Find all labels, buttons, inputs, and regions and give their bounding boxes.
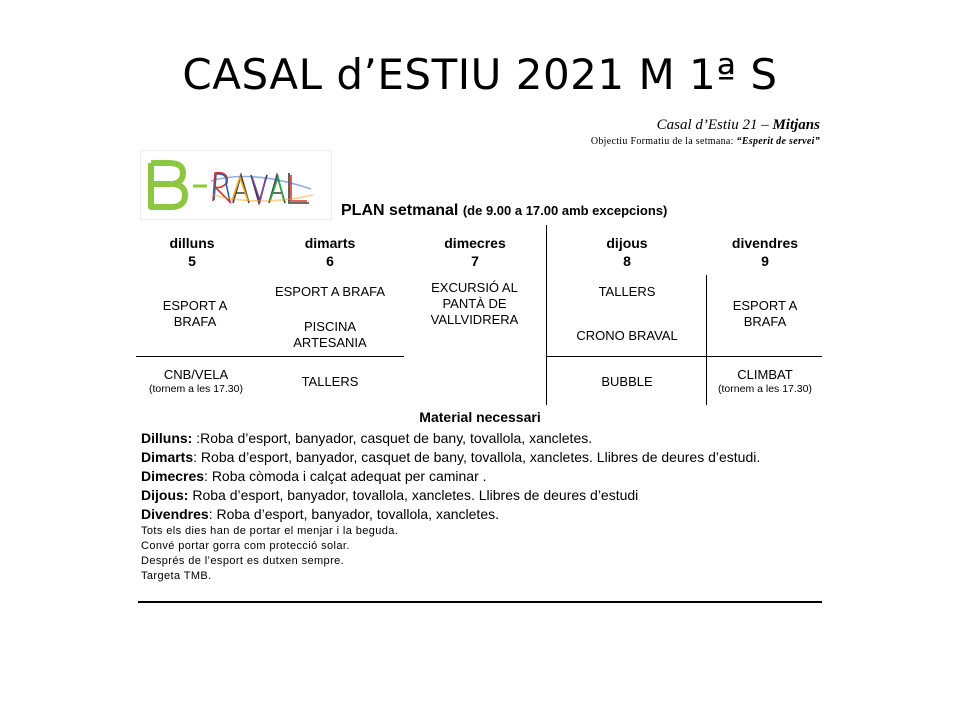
- general-note: Convé portar gorra com protecció solar.: [141, 540, 350, 552]
- grid-divider: [136, 356, 404, 357]
- grid-divider: [546, 225, 547, 405]
- activity-fri-afternoon: [706, 367, 824, 395]
- bottom-rule: [138, 601, 822, 603]
- activity-thu-morning-1: TALLERS: [598, 284, 656, 299]
- grid-divider: [546, 356, 822, 357]
- activity-tue-morning-2: PISCINA ARTESANIA: [293, 319, 367, 350]
- slide-title: CASAL d’ESTIU 2021 M 1ª S: [182, 50, 778, 99]
- material-title: Material necessari: [419, 409, 541, 425]
- activity-mon-afternoon: [137, 367, 255, 395]
- material-item-divendres: [141, 505, 821, 524]
- return-time-note: (tornem a les 17.30): [149, 383, 243, 395]
- day-header-dilluns: [137, 234, 247, 270]
- general-note: Tots els dies han de portar el menjar i la beguda.: [141, 525, 399, 537]
- group-name: Mitjans: [772, 117, 820, 133]
- plan-title: [341, 202, 667, 220]
- material-text: :Roba d’esport, banyador, casquet de bany, tovallola, xancletes.: [192, 430, 593, 446]
- plan-title-sub: (de 9.00 a 17.00 amb excepcions): [462, 203, 668, 218]
- material-list: [141, 429, 821, 584]
- material-day: Dijous:: [141, 487, 189, 503]
- day-date: 7: [471, 253, 479, 269]
- day-name: divendres: [731, 235, 799, 251]
- day-name: dimarts: [304, 235, 356, 251]
- material-item-dijous: [141, 486, 821, 505]
- activity-wed-all: EXCURSIÓ AL PANTÀ DE VALLVIDRERA: [430, 280, 519, 327]
- material-item-dimecres: [141, 467, 821, 486]
- day-header-dimarts: [260, 234, 400, 270]
- day-date: 5: [188, 253, 196, 269]
- casal-name: Casal d’Estiu 21 –: [656, 117, 773, 133]
- material-text: : Roba d’esport, banyador, tovallola, xancletes.: [208, 506, 499, 522]
- material-text: : Roba d’esport, banyador, casquet de bany, tovallola, xancletes. Llibres de deures d’estudi.: [193, 449, 761, 465]
- activity-tue-afternoon: TALLERS: [301, 374, 359, 389]
- activity-fri-morning: ESPORT A BRAFA: [732, 298, 798, 329]
- material-text: : Roba còmoda i calçat adequat per caminar .: [204, 468, 487, 484]
- objective-value: “Esperit de servei”: [736, 136, 820, 147]
- b-raval-logo: [140, 150, 332, 220]
- plan-title-main: PLAN setmanal: [341, 202, 459, 219]
- material-day: Dimarts: [141, 449, 194, 465]
- activity-tue-morning-1: ESPORT A BRAFA: [274, 284, 386, 299]
- activity-name: CNB/VELA: [163, 367, 229, 382]
- material-item-dilluns: [141, 429, 821, 448]
- day-name: dijous: [606, 235, 648, 251]
- day-header-divendres: [708, 234, 822, 270]
- objective-line: [591, 136, 820, 147]
- general-note: Targeta TMB.: [141, 570, 212, 582]
- day-date: 9: [761, 253, 769, 269]
- activity-name: CLIMBAT: [737, 367, 793, 382]
- objective-label: Objectiu Formatiu de la setmana:: [590, 136, 737, 147]
- general-note: Després de l’esport es dutxen sempre.: [141, 555, 345, 567]
- material-day: Divendres: [141, 506, 209, 522]
- activity-thu-afternoon: BUBBLE: [601, 374, 653, 389]
- day-name: dilluns: [169, 235, 215, 251]
- logo-graphic: [141, 151, 331, 219]
- day-date: 8: [623, 253, 631, 269]
- casal-line: [591, 117, 820, 134]
- day-header-dimecres: [410, 234, 540, 270]
- material-text: Roba d’esport, banyador, tovallola, xancletes. Llibres de deures d’estudi: [188, 487, 639, 503]
- activity-mon-morning: ESPORT A BRAFA: [162, 298, 228, 329]
- activity-thu-morning-2: CRONO BRAVAL: [576, 328, 678, 343]
- day-name: dimecres: [444, 235, 506, 251]
- material-day: Dimecres: [141, 468, 205, 484]
- return-time-note: (tornem a les 17.30): [718, 383, 812, 395]
- day-date: 6: [326, 253, 334, 269]
- material-day: Dilluns:: [141, 430, 193, 446]
- day-header-dijous: [550, 234, 704, 270]
- material-item-dimarts: [141, 448, 821, 467]
- document-header: [591, 117, 820, 147]
